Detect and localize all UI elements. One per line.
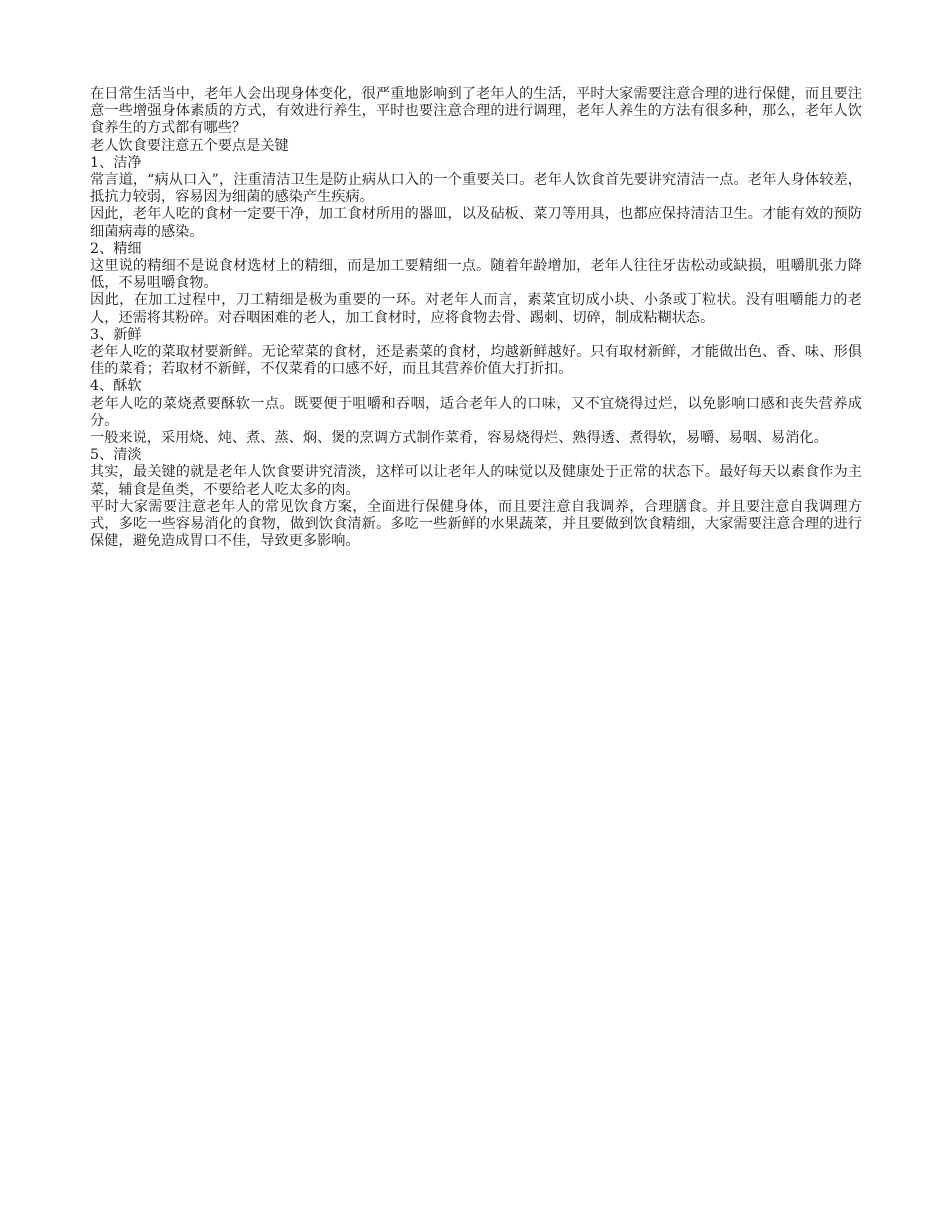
section-2-paragraph-1: 这里说的精细不是说食材选材上的精细，而是加工要精细一点。随着年龄增加，老年人往往牙齿松动或缺损，咀嚼肌张力降低，不易咀嚼食物。 xyxy=(90,258,862,292)
section-4-paragraph-1: 老年人吃的菜烧煮要酥软一点。既要便于咀嚼和吞咽，适合老年人的口味，又不宜烧得过烂，以免影响口感和丧失营养成分。 xyxy=(90,395,862,429)
section-heading-1: 1、洁净 xyxy=(90,154,142,171)
section-heading-4: 4、酥软 xyxy=(90,378,142,395)
section-4-paragraph-2: 一般来说，采用烧、炖、煮、蒸、焖、煲的烹调方式制作菜肴，容易烧得烂、熟得透、煮得软，易嚼、易咽、易消化。 xyxy=(90,430,828,447)
main-heading: 老人饮食要注意五个要点是关键 xyxy=(90,137,289,154)
section-5-paragraph-1: 其实，最关键的就是老年人饮食要讲究清淡，这样可以让老年人的味觉以及健康处于正常的状态下。最好每天以素食作为主菜，辅食是鱼类，不要给老人吃太多的肉。 xyxy=(90,464,862,498)
article-body xyxy=(90,86,862,550)
section-2-paragraph-2: 因此，在加工过程中，刀工精细是极为重要的一环。对老年人而言，素菜宜切成小块、小条或丁粒状。没有咀嚼能力的老人，还需将其粉碎。对吞咽困难的老人，加工食材时，应将食物去骨、踢刺、切碎，制成粘糊状态。 xyxy=(90,292,862,326)
section-5-paragraph-2: 平时大家需要注意老年人的常见饮食方案，全面进行保健身体，而且要注意自我调养，合理膳食。并且要注意自我调理方式，多吃一些容易消化的食物，做到饮食清新。多吃一些新鲜的水果蔬菜，并且要做到饮食精细，大家需要注意合理的进行保健，避免造成胃口不佳，导致更多影响。 xyxy=(90,498,862,550)
section-heading-3: 3、新鲜 xyxy=(90,326,142,343)
section-1-paragraph-1: 常言道，“病从口入”，注重清洁卫生是防止病从口入的一个重要关口。老年人饮食首先要讲究清洁一点。老年人身体较差，抵抗力较弱，容易因为细菌的感染产生疾病。 xyxy=(90,172,862,206)
section-heading-5: 5、清淡 xyxy=(90,447,142,464)
section-heading-2: 2、精细 xyxy=(90,240,142,257)
section-1-paragraph-2: 因此，老年人吃的食材一定要干净，加工食材所用的器皿，以及砧板、菜刀等用具，也都应保持清洁卫生。才能有效的预防细菌病毒的感染。 xyxy=(90,206,862,240)
section-3-paragraph-1: 老年人吃的菜取材要新鲜。无论荤菜的食材，还是素菜的食材，均越新鲜越好。只有取材新鲜，才能做出色、香、味、形俱佳的菜肴；若取材不新鲜，不仅菜肴的口感不好，而且其营养价值大打折扣。 xyxy=(90,344,862,378)
intro-paragraph: 在日常生活当中，老年人会出现身体变化，很严重地影响到了老年人的生活，平时大家需要注意合理的进行保健，而且要注意一些增强身体素质的方式，有效进行养生，平时也要注意合理的进行调理，老年人养生的方法有很多种，那么，老年人饮食养生的方式都有哪些？ xyxy=(90,86,862,137)
